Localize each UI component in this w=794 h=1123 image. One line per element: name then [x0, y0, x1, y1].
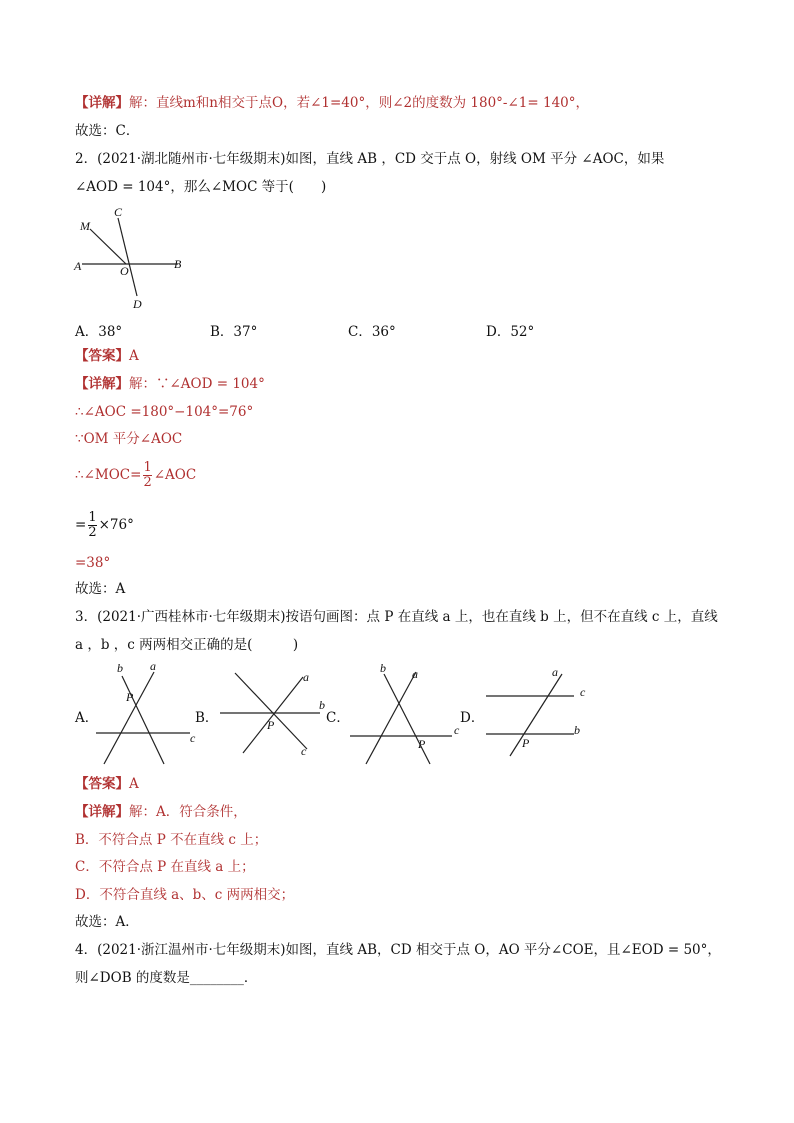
- q3b-label-c: c: [301, 744, 307, 758]
- fraction-denominator: 2: [88, 525, 97, 540]
- q3-option-c-letter: C．: [326, 710, 350, 726]
- detail-tag: 【详解】: [75, 804, 129, 820]
- answer-tag: 【答案】: [75, 348, 129, 364]
- q2-stem-line1: 2．(2021·湖北随州市·七年级期末)如图，直线 AB ，CD 交于点 O，射线 OM 平分 ∠AOC，如果: [75, 151, 665, 167]
- q1-detail-text: 解：直线m和n相交于点O，若∠1=40°，则∠2的度数为 180°-∠1= 140°，: [129, 95, 589, 111]
- q3c-label-c: c: [454, 723, 460, 737]
- q2-stem-line2: ∠AOD = 104°，那么∠MOC 等于( ): [75, 179, 327, 195]
- q1-choice: 故选：C．: [75, 123, 140, 139]
- q3c-label-p: P: [418, 737, 426, 751]
- fraction-numerator: 1: [88, 510, 97, 525]
- q3-stem-line2: a ，b ，c 两两相交正确的是( ): [75, 637, 299, 653]
- q3-choice: 故选：A．: [75, 914, 139, 930]
- q1-detail: [75, 94, 589, 112]
- q2-step-4-prefix: ∴∠MOC=: [75, 467, 142, 483]
- q2-label-d: D: [133, 297, 142, 311]
- q2-fraction-half-2: [88, 511, 96, 540]
- q2-step-4-suffix: ∠AOC: [153, 467, 197, 483]
- q3-option-a-letter: A．: [75, 710, 99, 726]
- q2-label-b: B: [174, 257, 182, 271]
- q2-step-1: 解：∵∠AOD = 104°: [129, 376, 265, 392]
- q3-figure-a: [92, 658, 202, 768]
- q2-step-2: ∴∠AOC =180°−104°=76°: [75, 404, 254, 420]
- q2-option-b: B．37°: [210, 324, 258, 340]
- q3d-label-a: a: [552, 665, 558, 679]
- q3a-label-c: c: [190, 731, 196, 745]
- q3-figure-d: [482, 662, 602, 762]
- q2-choice: 故选：A: [75, 581, 126, 597]
- q4-stem-line2: 则∠DOB 的度数是________．: [75, 970, 258, 986]
- answer-tag: 【答案】: [75, 776, 129, 792]
- fraction-numerator: 1: [143, 460, 152, 475]
- q3a-label-p: P: [126, 690, 134, 704]
- q2-step-5-prefix: =: [75, 517, 87, 533]
- q3b-label-a: a: [303, 670, 309, 684]
- q3-stem-line1: 3．(2021·广西桂林市·七年级期末)按语句画图：点 P 在直线 a 上，也在直线 b 上，但不在直线 c 上，直线: [75, 609, 718, 625]
- detail-tag: 【详解】: [75, 376, 129, 392]
- q3c-label-a: a: [412, 667, 418, 681]
- q2-option-c: C．36°: [348, 324, 396, 340]
- q2-step-6: =38°: [75, 555, 111, 571]
- q2-step-5-suffix: ×76°: [98, 517, 134, 533]
- q3-answer-value: A: [129, 776, 139, 792]
- q3-option-b-letter: B．: [195, 710, 219, 726]
- q3-figure-b: [215, 665, 330, 765]
- q3d-label-c: c: [580, 685, 586, 699]
- q2-label-m: M: [80, 219, 90, 233]
- fraction-denominator: 2: [143, 475, 152, 490]
- q3-figure-c: [346, 658, 468, 768]
- q2-detail-1: [75, 375, 265, 393]
- q2-step-3: ∵OM 平分∠AOC: [75, 431, 183, 447]
- q2-option-d: D．52°: [486, 324, 535, 340]
- q3-step-1: 解：A．符合条件，: [129, 804, 247, 820]
- q3b-label-p: P: [267, 718, 275, 732]
- q2-label-c: C: [114, 205, 123, 219]
- q3a-label-b: b: [117, 661, 123, 675]
- q3b-label-b: b: [319, 698, 325, 712]
- q2-fraction-half: [143, 461, 151, 490]
- q2-option-a: A．38°: [75, 324, 123, 340]
- q3-step-2: B．不符合点 P 不在直线 c 上；: [75, 832, 268, 848]
- q2-step-5: [75, 508, 134, 542]
- q2-label-o: O: [120, 264, 129, 278]
- q2-step-4: [75, 458, 196, 492]
- q3-step-4: D．不符合直线 a、b、c 两两相交；: [75, 887, 295, 903]
- q3-answer: [75, 775, 139, 793]
- q2-label-a: A: [74, 259, 82, 273]
- q2-figure: [70, 200, 200, 312]
- q3d-label-p: P: [522, 736, 530, 750]
- detail-tag: 【详解】: [75, 95, 129, 111]
- q4-stem-line1: 4．(2021·浙江温州市·七年级期末)如图，直线 AB，CD 相交于点 O，AO 平分∠COE，且∠EOD = 50°，: [75, 942, 721, 958]
- q2-answer-value: A: [129, 348, 139, 364]
- q3d-label-b: b: [574, 723, 580, 737]
- q3-option-d-letter: D．: [460, 710, 485, 726]
- q3c-label-b: b: [380, 661, 386, 675]
- q3-detail-1: [75, 803, 247, 821]
- q3-step-3: C．不符合点 P 在直线 a 上；: [75, 859, 255, 875]
- q3a-label-a: a: [150, 659, 156, 673]
- q2-answer: [75, 347, 139, 365]
